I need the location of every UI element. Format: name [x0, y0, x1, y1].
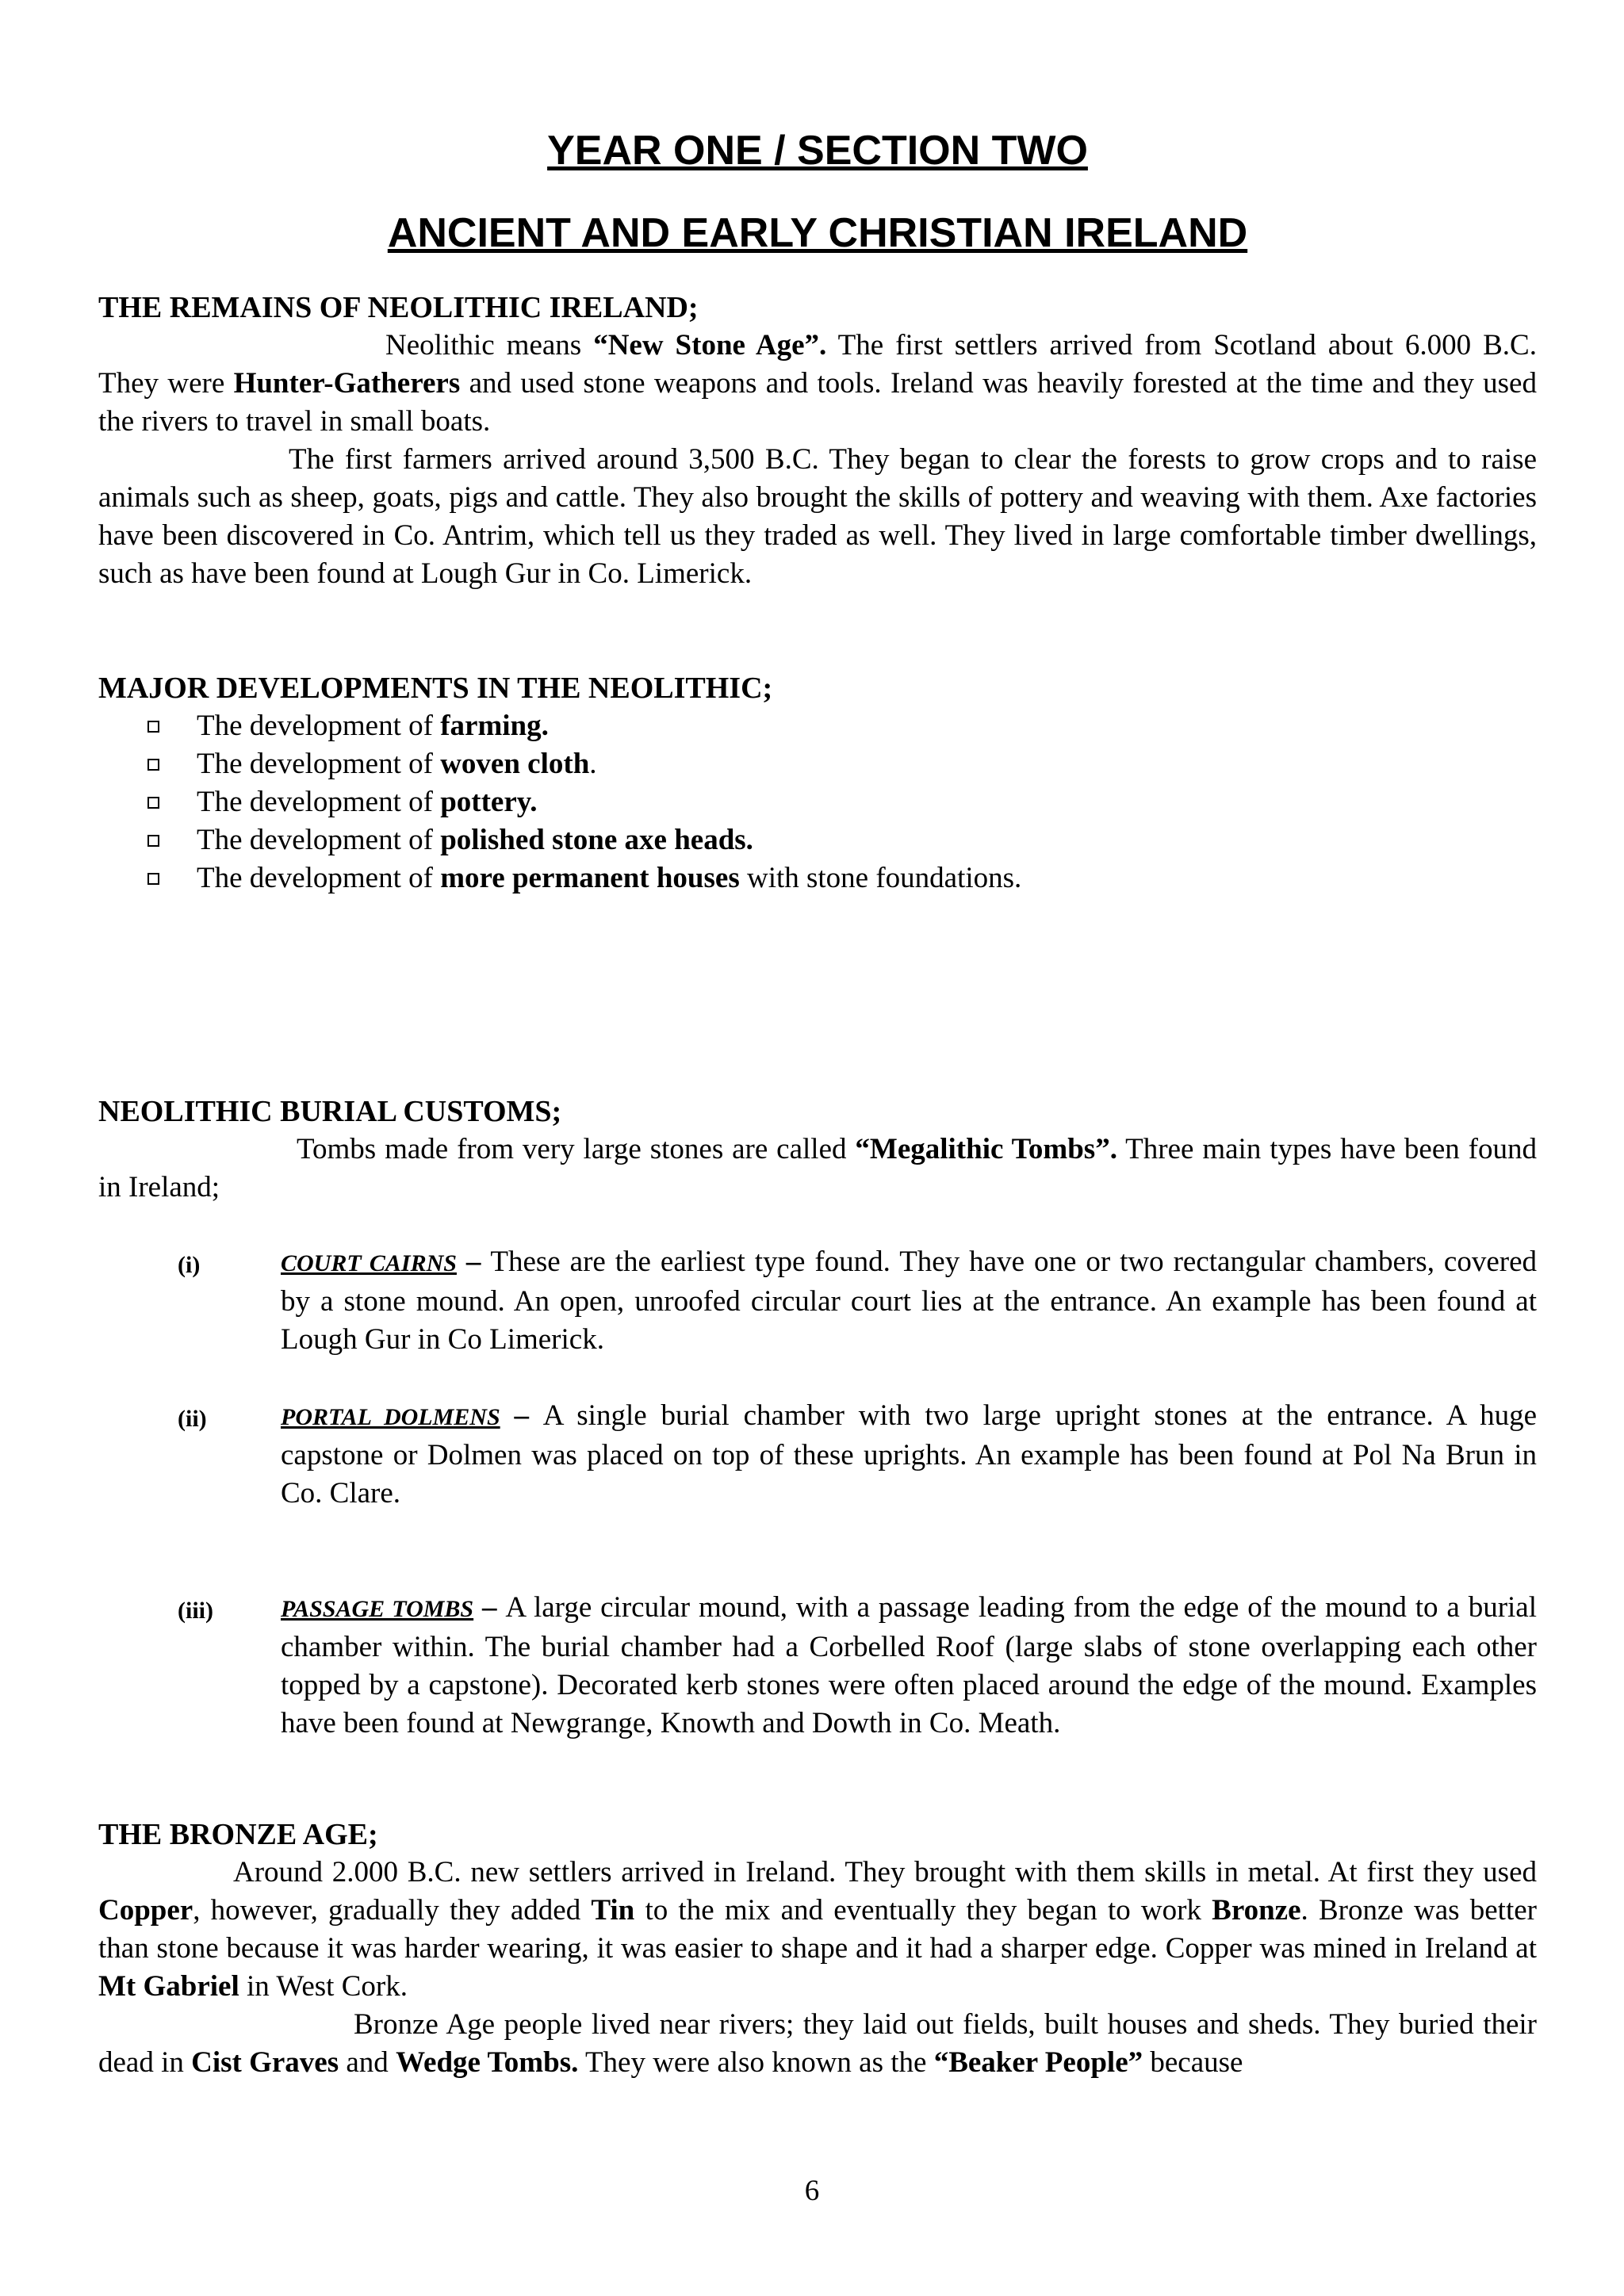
bold-text-run: woven cloth	[440, 748, 590, 780]
bold-text-run: “New Stone Age”.	[593, 329, 827, 362]
text-run: to the mix and eventually they began to work	[634, 1894, 1212, 1927]
paragraph-neolithic-2	[98, 441, 1537, 593]
text-run: . Bronze was better than stone because it was harder wearing, it was easier to shape and it had a sharper edge. Copper was mined in Ireland at	[98, 1894, 1537, 1965]
bold-text-run: “Beaker People”	[933, 2046, 1143, 2079]
bold-text-run: Bronze	[1212, 1894, 1301, 1927]
tomb-passage-tombs	[98, 1589, 1537, 1743]
text-run: The development of	[197, 710, 441, 742]
list-item-text	[197, 748, 597, 780]
tomb-name: PASSAGE TOMBS	[281, 1596, 474, 1622]
section-heading-bronze: THE BRONZE AGE;	[98, 1818, 378, 1851]
text-run: and used stone weapons and tools. Ireland was heavily forested at the time and they used the rivers to travel in small boats.	[98, 367, 1537, 438]
tomb-text: A single burial chamber with two large upright stones at the entrance. A huge capstone or Dolmen was placed on top of these uprights. An example has been found at Pol Na Brun in Co. Clare.	[281, 1399, 1537, 1510]
text-run: The first farmers arrived around 3,500 B.C. They began to clear the forests to grow crops and to raise animals such as sheep, goats, pigs and cattle. They also brought the skills of pottery and weaving with them. Axe factories have been discovered in Co. Antrim, which tell us they traded as well. They lived in large comfortable timber dwellings, such as have been found at Lough Gur in Co. Limerick.	[98, 443, 1537, 590]
tomb-portal-dolmens	[98, 1397, 1537, 1513]
text-run: The development of	[197, 748, 441, 780]
tomb-name: PORTAL DOLMENS	[281, 1404, 500, 1430]
list-item-text	[197, 710, 549, 742]
text-run: .	[589, 748, 597, 780]
bold-text-run: Tin	[591, 1894, 635, 1927]
section-heading-developments: MAJOR DEVELOPMENTS IN THE NEOLITHIC;	[98, 672, 773, 705]
bold-text-run: pottery.	[440, 786, 538, 818]
checkbox-bullet-icon	[147, 721, 159, 733]
tomb-description	[281, 1589, 1537, 1743]
tomb-court-cairns	[98, 1243, 1537, 1359]
list-item	[98, 783, 1537, 821]
bold-text-run: Hunter-Gatherers	[233, 367, 461, 400]
text-run: The development of	[197, 862, 441, 894]
text-run: Neolithic means	[385, 329, 594, 362]
checkbox-bullet-icon	[147, 873, 159, 885]
tomb-name: COURT CAIRNS	[281, 1250, 457, 1276]
section-burial-customs	[98, 1093, 1537, 1743]
text-run: The first settlers arrived from Scotland about 6.000 B.C. They were	[98, 329, 1537, 400]
bold-text-run: polished stone axe heads.	[440, 824, 753, 856]
developments-list	[98, 707, 1537, 897]
page-number: 6	[804, 2175, 820, 2207]
text-run: , however, gradually they added	[193, 1894, 592, 1927]
checkbox-bullet-icon	[147, 835, 159, 847]
list-item	[98, 745, 1537, 783]
document-page	[98, 119, 1537, 2082]
tomb-dash: –	[456, 1246, 491, 1278]
section-bronze-age	[98, 1816, 1537, 2082]
paragraph-bronze-1	[98, 1854, 1537, 2006]
tomb-number: (i)	[178, 1252, 201, 1278]
text-run: Around 2.000 B.C. new settlers arrived in Ireland. They brought with them skills in metal. At first they used	[233, 1856, 1537, 1888]
tomb-description	[281, 1397, 1537, 1513]
section-developments	[98, 669, 1537, 897]
paragraph-burial-intro	[98, 1131, 1537, 1207]
tomb-text: These are the earliest type found. They have one or two rectangular chambers, covered by a stone mound. An open, unroofed circular court lies at the entrance. An example has been found at Lough Gur in Co Limerick.	[281, 1246, 1537, 1356]
text-run: and	[339, 2046, 396, 2079]
list-item	[98, 859, 1537, 897]
paragraph-bronze-2	[98, 2006, 1537, 2082]
text-run: Three main types have been found in Ireland;	[98, 1133, 1537, 1203]
text-run: in West Cork.	[239, 1970, 408, 2003]
section-heading-burial: NEOLITHIC BURIAL CUSTOMS;	[98, 1095, 562, 1128]
bold-text-run: Mt Gabriel	[98, 1970, 239, 2003]
text-run: They were also known as the	[578, 2046, 934, 2079]
list-item-text	[197, 824, 753, 856]
list-item-text	[197, 862, 1021, 894]
text-run: The development of	[197, 786, 441, 818]
bold-text-run: Copper	[98, 1894, 193, 1927]
tomb-number: (iii)	[178, 1598, 213, 1624]
list-item-text	[197, 786, 537, 818]
document-subtitle: ANCIENT AND EARLY CHRISTIAN IRELAND	[387, 210, 1248, 256]
tomb-dash: –	[473, 1591, 506, 1624]
tomb-number: (ii)	[178, 1406, 207, 1432]
tomb-text: A large circular mound, with a passage leading from the edge of the mound to a burial chamber within. The burial chamber had a Corbelled Roof (large slabs of stone overlapping each other topped by a capstone). Decorated kerb stones were often placed around the edge of the mound. Examples have been found at Newgrange, Knowth and Dowth in Co. Meath.	[281, 1591, 1538, 1739]
text-run: Bronze Age people lived near rivers; they laid out fields, built houses and sheds. They buried their dead in	[98, 2008, 1537, 2079]
bold-text-run: Cist Graves	[191, 2046, 339, 2079]
bold-text-run: farming.	[440, 710, 549, 742]
section-heading-neolithic: THE REMAINS OF NEOLITHIC IRELAND;	[98, 291, 699, 324]
text-run: with stone foundations.	[739, 862, 1022, 894]
bold-text-run: Wedge Tombs.	[396, 2046, 579, 2079]
checkbox-bullet-icon	[147, 759, 159, 771]
bold-text-run: “Megalithic Tombs”.	[855, 1133, 1117, 1165]
text-run: The development of	[197, 824, 441, 856]
list-item	[98, 707, 1537, 745]
text-run: because	[1143, 2046, 1243, 2079]
bold-text-run: more permanent houses	[440, 862, 740, 894]
text-run: Tombs made from very large stones are called	[297, 1133, 856, 1165]
tomb-description	[281, 1243, 1537, 1359]
list-item	[98, 821, 1537, 859]
tomb-dash: –	[500, 1399, 543, 1432]
section-neolithic-remains	[98, 289, 1537, 593]
paragraph-neolithic-1	[98, 327, 1537, 441]
document-title: YEAR ONE / SECTION TWO	[547, 128, 1088, 174]
checkbox-bullet-icon	[147, 797, 159, 809]
